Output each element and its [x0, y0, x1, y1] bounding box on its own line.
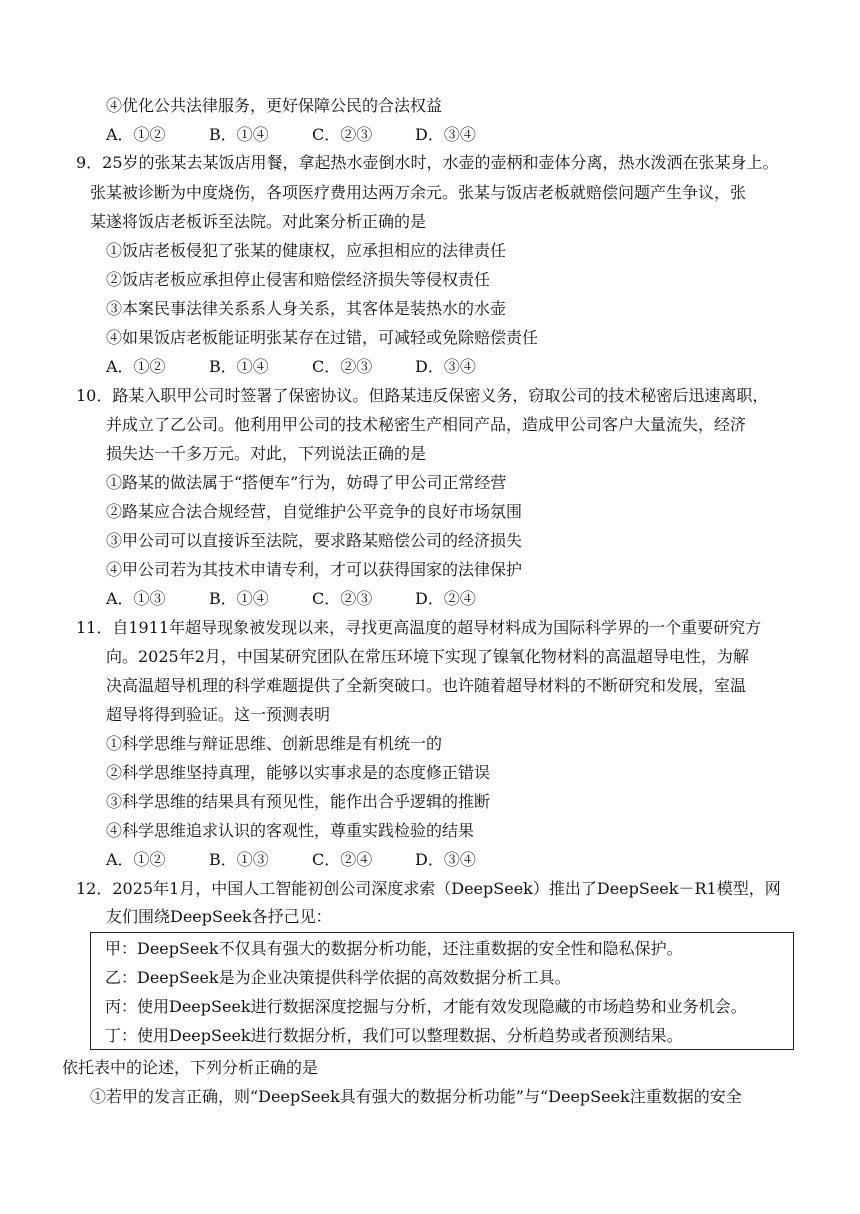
q9-stem-1: 9．25岁的张某去某饭店用餐，拿起热水壶倒水时，水壶的壶柄和壶体分离，热水泼洒在张某身上。 — [76, 153, 779, 172]
prev-item-4: ④优化公共法律服务，更好保障公民的合法权益 — [106, 96, 443, 115]
q11-stem-4: 超导将得到验证。这一预测表明 — [106, 705, 331, 724]
opinion-table — [90, 932, 794, 1050]
q9-options — [106, 356, 806, 378]
option-d: D．②④ — [415, 589, 476, 608]
q11-stem-2: 向。2025年2月，中国某研究团队在常压环境下实现了镍氧化物材料的高温超导电性，为解 — [106, 647, 749, 666]
q10-stem-1: 10．路某入职甲公司时签署了保密协议。但路某违反保密义务，窃取公司的技术秘密后迅速离职， — [76, 386, 769, 405]
q11-item-1: ①科学思维与辩证思维、创新思维是有机统一的 — [106, 734, 443, 753]
option-c: C．②③ — [312, 357, 373, 376]
q10-item-3: ③甲公司可以直接诉至法院，要求路某赔偿公司的经济损失 — [106, 531, 523, 550]
q10-options — [106, 588, 806, 610]
q11-item-3: ③科学思维的结果具有预见性，能作出合乎逻辑的推断 — [106, 792, 491, 811]
q9-item-1: ①饭店老板侵犯了张某的健康权，应承担相应的法律责任 — [106, 241, 507, 260]
option-a: A．①② — [106, 357, 166, 376]
q9-item-3: ③本案民事法律关系系人身关系，其客体是装热水的水壶 — [106, 299, 507, 318]
q12-after-table: 依托表中的论述，下列分析正确的是 — [62, 1058, 319, 1077]
q9-stem-2: 张某被诊断为中度烧伤，各项医疗费用达两万余元。张某与饭店老板就赔偿问题产生争议，张 — [90, 183, 747, 202]
prev-options — [106, 124, 806, 146]
q11-stem-1: 11．自1911年超导现象被发现以来，寻找更高温度的超导材料成为国际科学界的一个重要研究方 — [76, 618, 762, 637]
option-b: B．①③ — [209, 850, 269, 869]
opinion-bing: 丙：使用DeepSeek进行数据深度挖掘与分析，才能有效发现隐藏的市场趋势和业务机会。 — [105, 997, 747, 1016]
option-a: A．①③ — [106, 589, 166, 608]
opinion-ding: 丁：使用DeepSeek进行数据分析，我们可以整理数据、分析趋势或者预测结果。 — [105, 1026, 683, 1045]
q12-item-1: ①若甲的发言正确，则“DeepSeek具有强大的数据分析功能”与“DeepSeek注重数据的安全 — [90, 1087, 742, 1106]
option-d: D．③④ — [415, 125, 476, 144]
option-a: A．①② — [106, 125, 166, 144]
opinion-yi: 乙：DeepSeek是为企业决策提供科学依据的高效数据分析工具。 — [105, 968, 571, 987]
q10-item-1: ①路某的做法属于“搭便车”行为，妨碍了甲公司正常经营 — [106, 473, 507, 492]
q11-item-4: ④科学思维追求认识的客观性，尊重实践检验的结果 — [106, 821, 475, 840]
q11-item-2: ②科学思维坚持真理，能够以实事求是的态度修正错误 — [106, 763, 491, 782]
option-c: C．②③ — [312, 125, 373, 144]
option-c: C．②③ — [312, 589, 373, 608]
q12-stem-1: 12．2025年1月，中国人工智能初创公司深度求索（DeepSeek）推出了DeepSeek－R1模型，网 — [76, 879, 781, 898]
q10-stem-2: 并成立了乙公司。他利用甲公司的技术秘密生产相同产品，造成甲公司客户大量流失，经济 — [106, 415, 747, 434]
q9-stem-3: 某遂将饭店老板诉至法院。对此案分析正确的是 — [90, 212, 427, 231]
q10-stem-3: 损失达一千多万元。对此，下列说法正确的是 — [106, 444, 427, 463]
opinion-jia: 甲：DeepSeek不仅具有强大的数据分析功能，还注重数据的安全性和隐私保护。 — [105, 939, 683, 958]
q10-item-2: ②路某应合法合规经营，自觉维护公平竞争的良好市场氛围 — [106, 502, 523, 521]
option-b: B．①④ — [209, 589, 269, 608]
q11-options — [106, 849, 806, 871]
q12-stem-2: 友们围绕DeepSeek各抒己见： — [106, 907, 332, 926]
q9-item-4: ④如果饭店老板能证明张某存在过错，可减轻或免除赔偿责任 — [106, 328, 539, 347]
option-d: D．③④ — [415, 850, 476, 869]
q10-item-4: ④甲公司若为其技术申请专利，才可以获得国家的法律保护 — [106, 560, 523, 579]
q9-item-2: ②饭店老板应承担停止侵害和赔偿经济损失等侵权责任 — [106, 270, 491, 289]
option-b: B．①④ — [209, 357, 269, 376]
option-c: C．②④ — [312, 850, 373, 869]
option-a: A．①② — [106, 850, 166, 869]
option-d: D．③④ — [415, 357, 476, 376]
option-b: B．①④ — [209, 125, 269, 144]
q11-stem-3: 决高温超导机理的科学难题提供了全新突破口。也许随着超导材料的不断研究和发展，室温 — [106, 676, 747, 695]
